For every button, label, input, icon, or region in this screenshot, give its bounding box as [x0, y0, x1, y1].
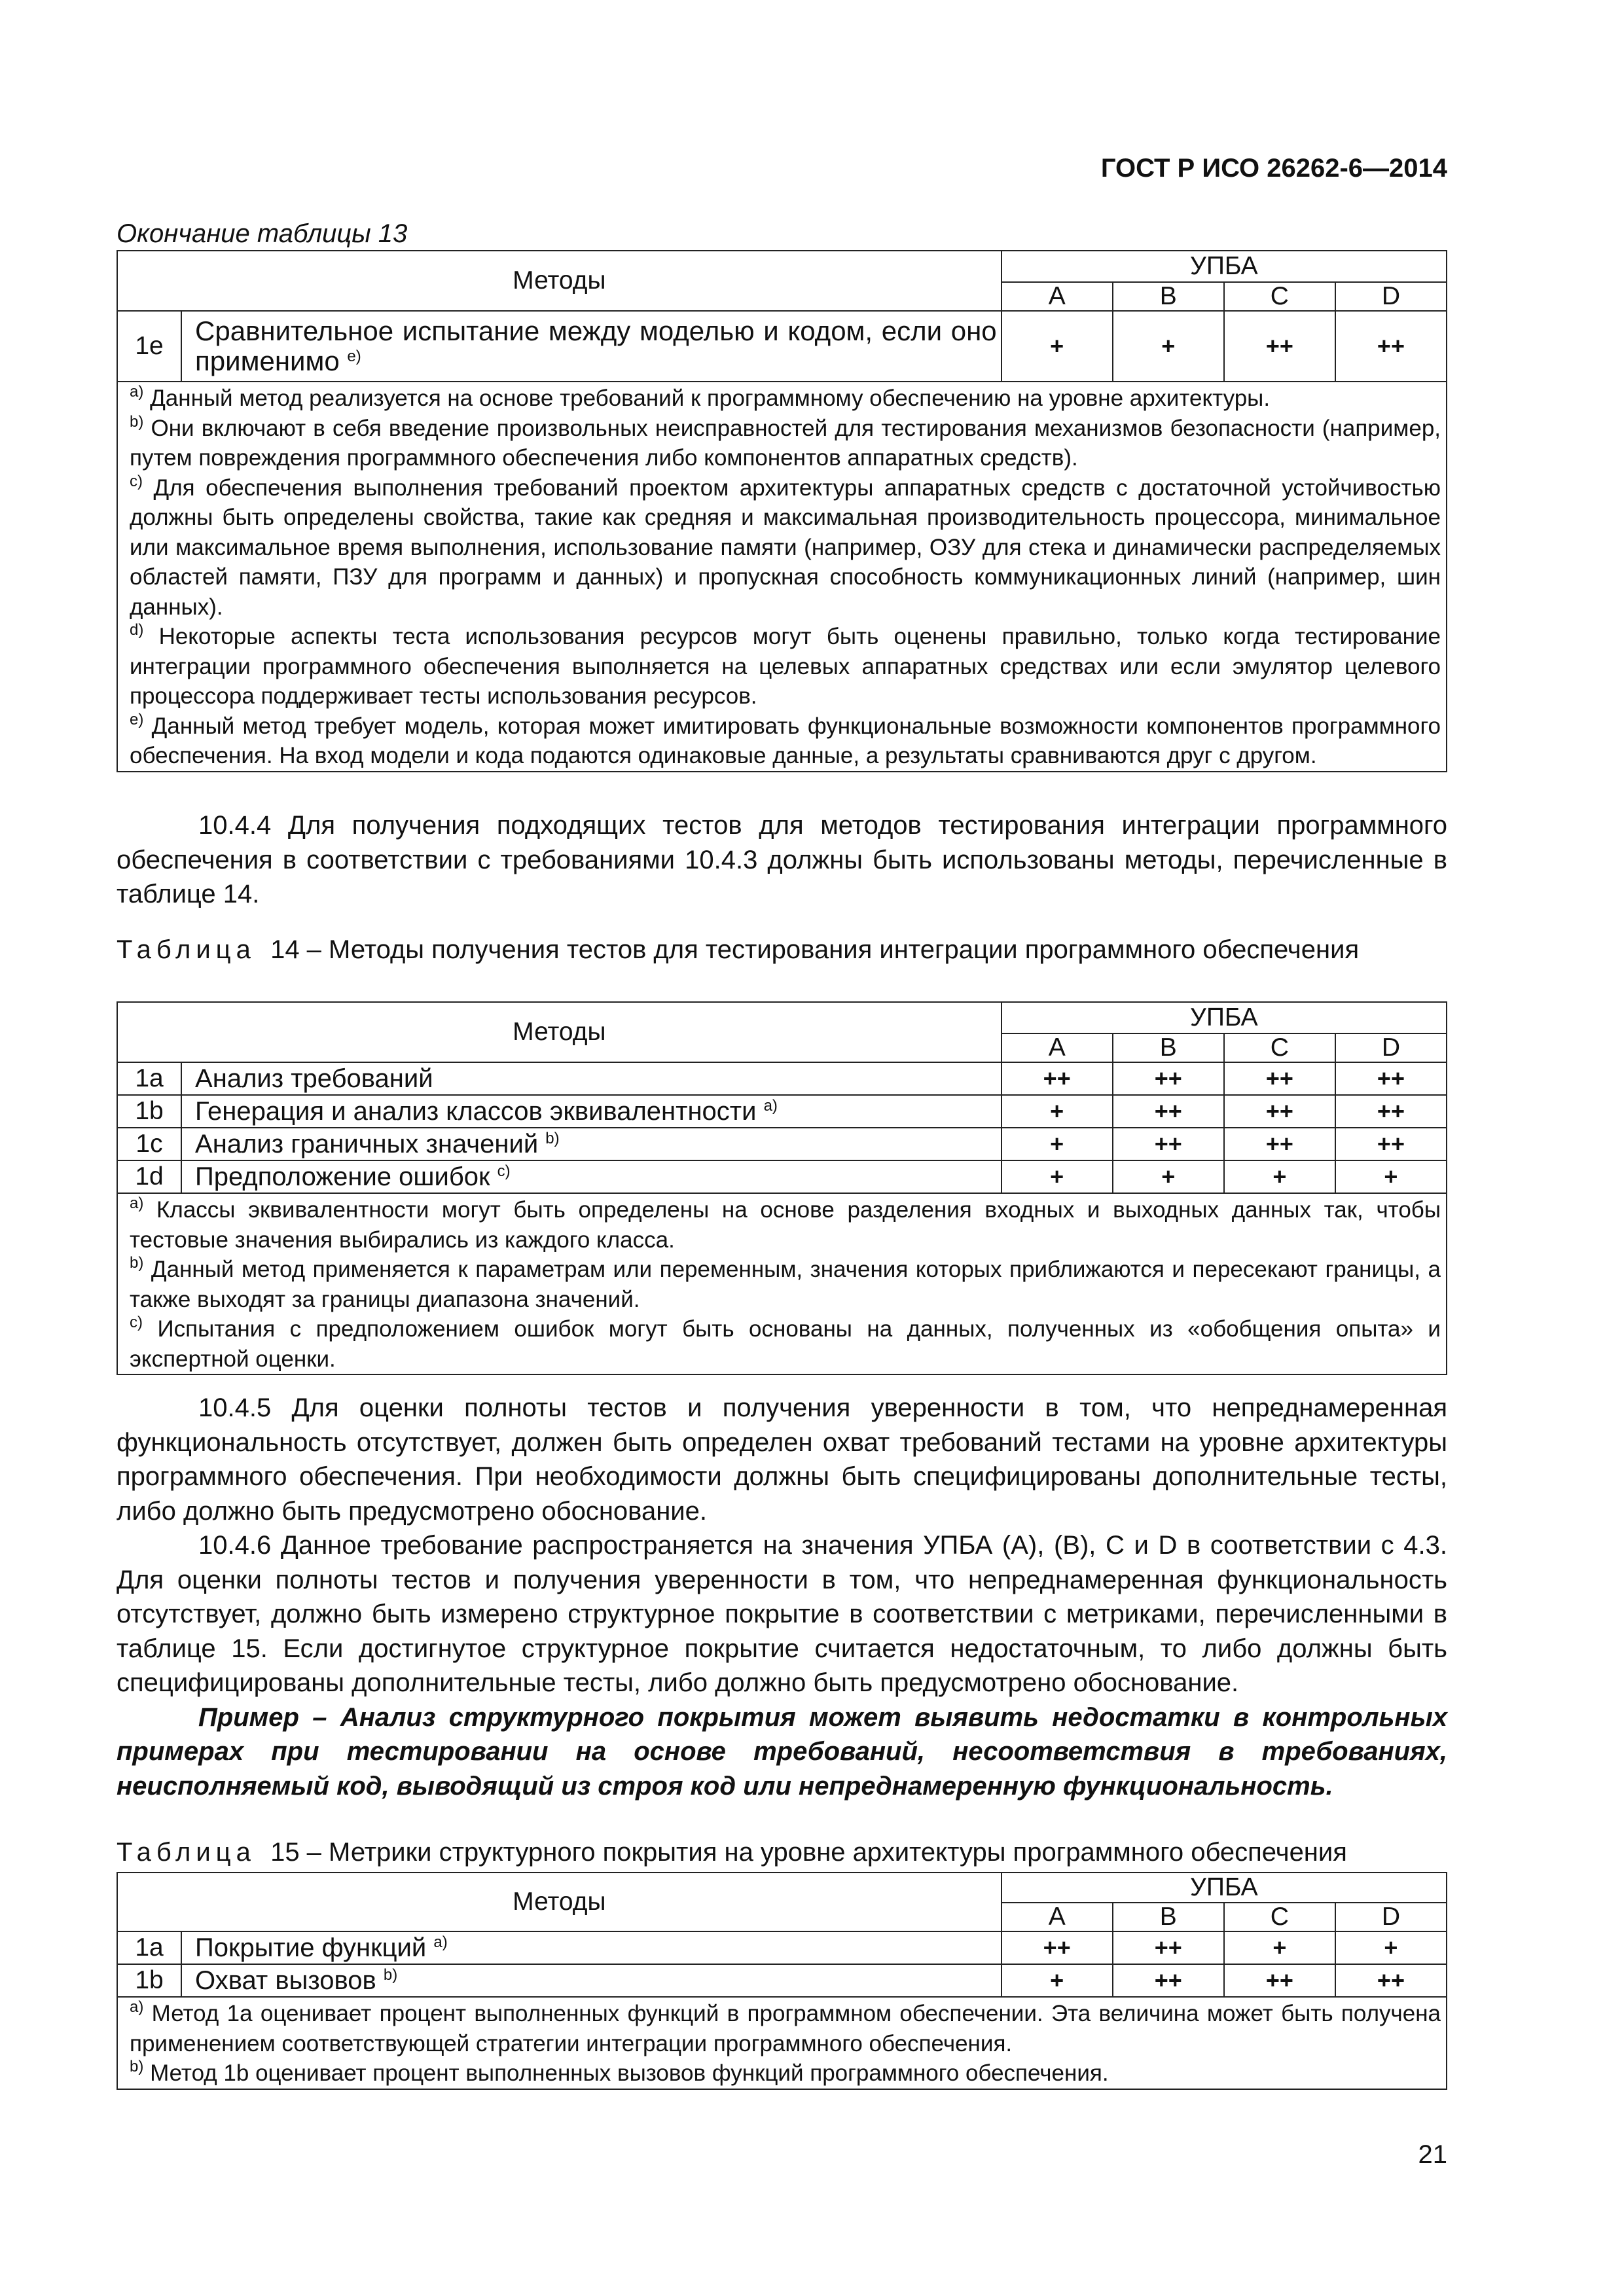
- table-row: [117, 1062, 1447, 1095]
- paragraph-10-4-6: 10.4.6 Данное требование распространяется на значения УПБА (А), (В), С и D в соответствии с 4.3. Для оценки полноты тестов и получения уверенности в том, что непреднамеренная функциональность отсутствует, должно быть измерено структурное покрытие в соответствии с метриками, перечисленными в таблице 15. Если достигнутое структурное покрытие считается недостаточным, то либо должны быть специфицированы дополнительные тесты, либо должно быть предусмотрено обоснование.: [117, 1531, 1447, 1697]
- footnote: $^{b)}$ Они включают в себя введение произвольных неисправностей для тестирования механизмов безопасности (например, путем повреждения программного обеспечения либо компонентов аппаратных средств).: [130, 412, 1441, 471]
- footnote: $^{a)}$ Классы эквивалентности могут быть определены на основе разделения входных и выходных данных так, чтобы тестовые значения выбирались из каждого класса.: [130, 1194, 1441, 1253]
- table15-caption: Таблица 15 – Метрики структурного покрытия на уровне архитектуры программного обеспечения: [117, 1838, 1347, 1867]
- paragraph-10-4-4: 10.4.4 Для получения подходящих тестов для методов тестирования интеграции программного обеспечения в соответствии с требованиями 10.4.3 должны быть использованы методы, перечисленные в таблице 14.: [117, 811, 1447, 908]
- footnote: $^{a)}$ Данный метод реализуется на основе требований к программному обеспечению на уровне архитектуры.: [130, 383, 1271, 411]
- footnote: $^{e)}$ Данный метод требует модель, которая может имитировать функциональные возможности компонентов программного обеспечения. На вход модели и кода подаются одинаковые данные, а результаты сравниваются друг с другом.: [130, 710, 1441, 768]
- table-13: [117, 250, 1447, 772]
- level-c: C: [1224, 282, 1335, 311]
- method-name: Предположение ошибок $^{c)}$: [181, 1160, 1001, 1193]
- mark-d: ++: [1335, 1095, 1447, 1128]
- paragraphs-10-4-5-10-4-6: [117, 1391, 1447, 1803]
- upba-header: УПБА: [1001, 251, 1447, 282]
- methods-header: Методы: [117, 1873, 1001, 1931]
- table-row: [117, 311, 1447, 382]
- level-a: A: [1001, 1033, 1113, 1062]
- mark-c: ++: [1224, 1062, 1335, 1095]
- level-d: D: [1335, 282, 1447, 311]
- mark-c: ++: [1224, 1128, 1335, 1160]
- level-a: A: [1001, 1903, 1113, 1931]
- table-notes: [117, 382, 1447, 772]
- mark-c: +: [1224, 1160, 1335, 1193]
- mark-a: ++: [1001, 1931, 1113, 1964]
- mark-d: +: [1335, 1931, 1447, 1964]
- methods-header: Методы: [117, 1002, 1001, 1062]
- table-15: [117, 1872, 1447, 2090]
- mark-c: +: [1224, 1931, 1335, 1964]
- mark-b: +: [1113, 1160, 1224, 1193]
- row-number: 1a: [117, 1062, 181, 1095]
- mark-c: ++: [1224, 311, 1335, 382]
- footnote: $^{c)}$ Для обеспечения выполнения требований проектом архитектуры аппаратных средств с достаточной устойчивостью должны быть определены свойства, такие как средняя и максимальная производительность процессора, минимальное или максимальное время выполнения, использование памяти (например, ОЗУ для стека и динамически распределяемых областей памяти, ПЗУ для программ и данных) и пропускная способность коммуникационных линий (например, шин данных).: [130, 472, 1441, 620]
- level-b: B: [1113, 1033, 1224, 1062]
- level-d: D: [1335, 1033, 1447, 1062]
- mark-b: +: [1113, 311, 1224, 382]
- table-notes: [117, 1193, 1447, 1374]
- upba-header: УПБА: [1001, 1002, 1447, 1033]
- method-name: Анализ граничных значений $^{b)}$: [181, 1128, 1001, 1160]
- footnote: $^{b)}$ Данный метод применяется к параметрам или переменным, значения которых приближаются и пересекают границы, а также выходят за границы диапазона значений.: [130, 1254, 1441, 1312]
- footnote: $^{a)}$ Метод 1a оценивает процент выполненных функций в программном обеспечении. Эта величина может быть получена применением соответствующей стратегии интеграции программного обеспечения.: [130, 1998, 1441, 2056]
- table-row: [117, 1931, 1447, 1964]
- level-b: B: [1113, 1903, 1224, 1931]
- level-c: C: [1224, 1903, 1335, 1931]
- row-number: 1b: [117, 1095, 181, 1128]
- document-header: ГОСТ Р ИСО 26262-6—2014: [1100, 154, 1447, 183]
- row-number: 1b: [117, 1964, 181, 1997]
- upba-header: УПБА: [1001, 1873, 1447, 1903]
- mark-b: ++: [1113, 1931, 1224, 1964]
- mark-d: ++: [1335, 1128, 1447, 1160]
- method-name: Анализ требований: [181, 1062, 1001, 1095]
- example-note: Пример – Анализ структурного покрытия может выявить недостатки в контрольных примерах при тестировании на основе требований, несоответствия в требованиях, неисполняемый код, выводящий из строя код или непреднамеренную функциональность.: [117, 1702, 1447, 1801]
- mark-a: ++: [1001, 1062, 1113, 1095]
- table-row: [117, 1964, 1447, 1997]
- methods-header: Методы: [117, 251, 1001, 311]
- table13-caption: Окончание таблицы 13: [117, 219, 408, 248]
- method-name: Охват вызовов $^{b)}$: [181, 1964, 1001, 1997]
- table-row: [117, 1095, 1447, 1128]
- mark-b: ++: [1113, 1095, 1224, 1128]
- level-c: C: [1224, 1033, 1335, 1062]
- row-number: 1e: [117, 311, 181, 382]
- footnote: $^{d)}$ Некоторые аспекты теста использования ресурсов могут быть оценены правильно, только когда тестирование интеграции программного обеспечения выполняется на целевых аппаратных средствах или если эмулятор целевого процессора поддерживает тесты использования ресурсов.: [130, 621, 1441, 709]
- mark-a: +: [1001, 1128, 1113, 1160]
- method-name: Генерация и анализ классов эквивалентности $^{a)}$: [181, 1095, 1001, 1128]
- mark-b: ++: [1113, 1062, 1224, 1095]
- row-number: 1a: [117, 1931, 181, 1964]
- page-number: 21: [1418, 2140, 1447, 2169]
- method-name: Сравнительное испытание между моделью и кодом, если оно применимо $^{e)}$: [181, 311, 1001, 382]
- mark-b: ++: [1113, 1128, 1224, 1160]
- mark-d: +: [1335, 1160, 1447, 1193]
- row-number: 1c: [117, 1128, 181, 1160]
- level-a: A: [1001, 282, 1113, 311]
- mark-d: ++: [1335, 311, 1447, 382]
- table-row: [117, 1160, 1447, 1193]
- mark-d: ++: [1335, 1964, 1447, 1997]
- row-number: 1d: [117, 1160, 181, 1193]
- footnote: $^{b)}$ Метод 1b оценивает процент выполненных вызовов функций программного обеспечения.: [130, 2058, 1109, 2086]
- table-14: [117, 1001, 1447, 1375]
- paragraph-10-4-5: 10.4.5 Для оценки полноты тестов и получения уверенности в том, что непреднамеренная функциональность отсутствует, должен быть определен охват требований тестами на уровне архитектуры программного обеспечения. При необходимости должны быть специфицированы дополнительные тесты, либо должно быть предусмотрено обоснование.: [117, 1393, 1447, 1526]
- table-notes: [117, 1997, 1447, 2089]
- level-d: D: [1335, 1903, 1447, 1931]
- mark-d: ++: [1335, 1062, 1447, 1095]
- mark-a: +: [1001, 1095, 1113, 1128]
- mark-a: +: [1001, 1964, 1113, 1997]
- mark-b: ++: [1113, 1964, 1224, 1997]
- table-row: [117, 1128, 1447, 1160]
- mark-a: +: [1001, 1160, 1113, 1193]
- table14-caption: Таблица 14 – Методы получения тестов для тестирования интеграции программного обеспечения: [117, 935, 1360, 964]
- mark-c: ++: [1224, 1095, 1335, 1128]
- mark-c: ++: [1224, 1964, 1335, 1997]
- mark-a: +: [1001, 311, 1113, 382]
- method-name: Покрытие функций $^{a)}$: [181, 1931, 1001, 1964]
- footnote: $^{c)}$ Испытания с предположением ошибок могут быть основаны на данных, полученных из «обобщения опыта» и экспертной оценки.: [130, 1314, 1441, 1372]
- level-b: B: [1113, 282, 1224, 311]
